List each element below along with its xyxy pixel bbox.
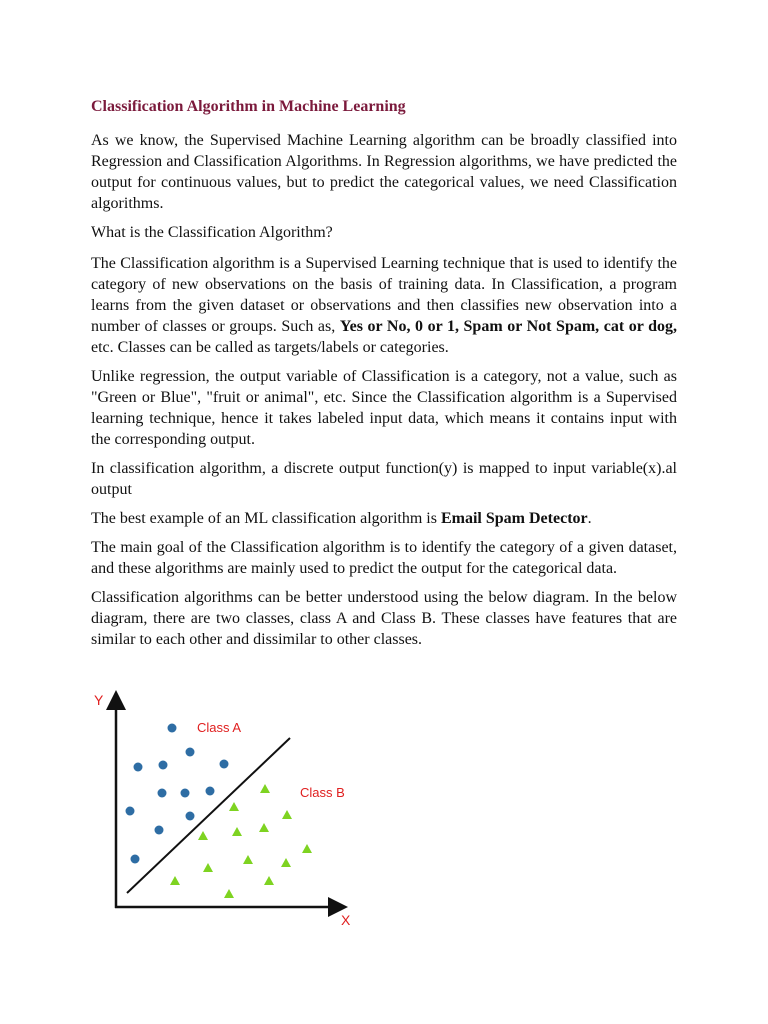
email-spam-detector-bold: Email Spam Detector <box>440 510 588 527</box>
class-a-point <box>186 748 195 757</box>
class-a-points <box>126 724 229 864</box>
x-axis-label: X <box>341 912 351 928</box>
class-b-point <box>281 858 291 867</box>
question-heading: What is the Classification Algorithm? <box>91 224 333 241</box>
class-a-point <box>131 855 140 864</box>
class-a-point <box>168 724 177 733</box>
class-b-point <box>264 876 274 885</box>
classification-diagram <box>80 686 380 936</box>
class-b-point <box>224 889 234 898</box>
class-a-point <box>134 763 143 772</box>
paragraph-example: The best example of an ML classification algorithm is Email Spam Detector. <box>91 510 592 527</box>
class-b-point <box>259 823 269 832</box>
class-b-point <box>229 802 239 811</box>
class-a-point <box>206 787 215 796</box>
paragraph-diagram-intro: Classification algorithms can be better understood using the below diagram. In the below diagram, there are two classes, class A and Class B. These classes have features that are similar to each other and dissimilar to other classes. <box>91 589 677 648</box>
document-page <box>91 96 677 658</box>
document-title: Classification Algorithm in Machine Learning <box>91 98 406 115</box>
class-b-point <box>198 831 208 840</box>
examples-bold: Yes or No, 0 or 1, Spam or Not Spam, cat or dog, <box>339 318 678 335</box>
class-a-point <box>126 807 135 816</box>
class-b-points <box>170 784 312 898</box>
class-b-point <box>170 876 180 885</box>
paragraph-goal: The main goal of the Classification algorithm is to identify the category of a given dataset, and these algorithms are mainly used to predict the output for the categorical data. <box>91 539 677 577</box>
class-b-point <box>260 784 270 793</box>
paragraph-intro: As we know, the Supervised Machine Learning algorithm can be broadly classified into Regression and Classification Algorithms. In Regression algorithms, we have predicted the output for continuous values, but to predict the categorical values, we need Classification algorithms. <box>91 132 677 212</box>
paragraph-regression-contrast: Unlike regression, the output variable of Classification is a category, not a value, such as "Green or Blue", "fruit or animal", etc. Since the Classification algorithm is a Supervised learning technique, hence it takes labeled input data, which means it contains input with the corresponding output. <box>91 368 677 448</box>
class-a-label: Class A <box>197 720 242 735</box>
class-a-point <box>155 826 164 835</box>
class-a-point <box>186 812 195 821</box>
class-a-point <box>158 789 167 798</box>
y-axis-label: Y <box>94 692 104 708</box>
class-b-point <box>232 827 242 836</box>
paragraph-mapping: In classification algorithm, a discrete output function(y) is mapped to input variable(x).al output <box>91 460 677 498</box>
class-a-point <box>181 789 190 798</box>
class-b-label: Class B <box>300 785 345 800</box>
class-b-point <box>282 810 292 819</box>
paragraph-definition: The Classification algorithm is a Supervised Learning technique that is used to identify the category of new observations on the basis of training data. In Classification, a program learns from the given dataset or observations and then classifies new observation into a number of classes or groups. Such as, Yes or No, 0 or 1, Spam or Not Spam, cat or dog, etc. Classes can be called as targets/labels or categories. <box>91 255 678 356</box>
class-b-point <box>302 844 312 853</box>
class-a-point <box>220 760 229 769</box>
class-b-point <box>243 855 253 864</box>
class-a-point <box>159 761 168 770</box>
class-b-point <box>203 863 213 872</box>
